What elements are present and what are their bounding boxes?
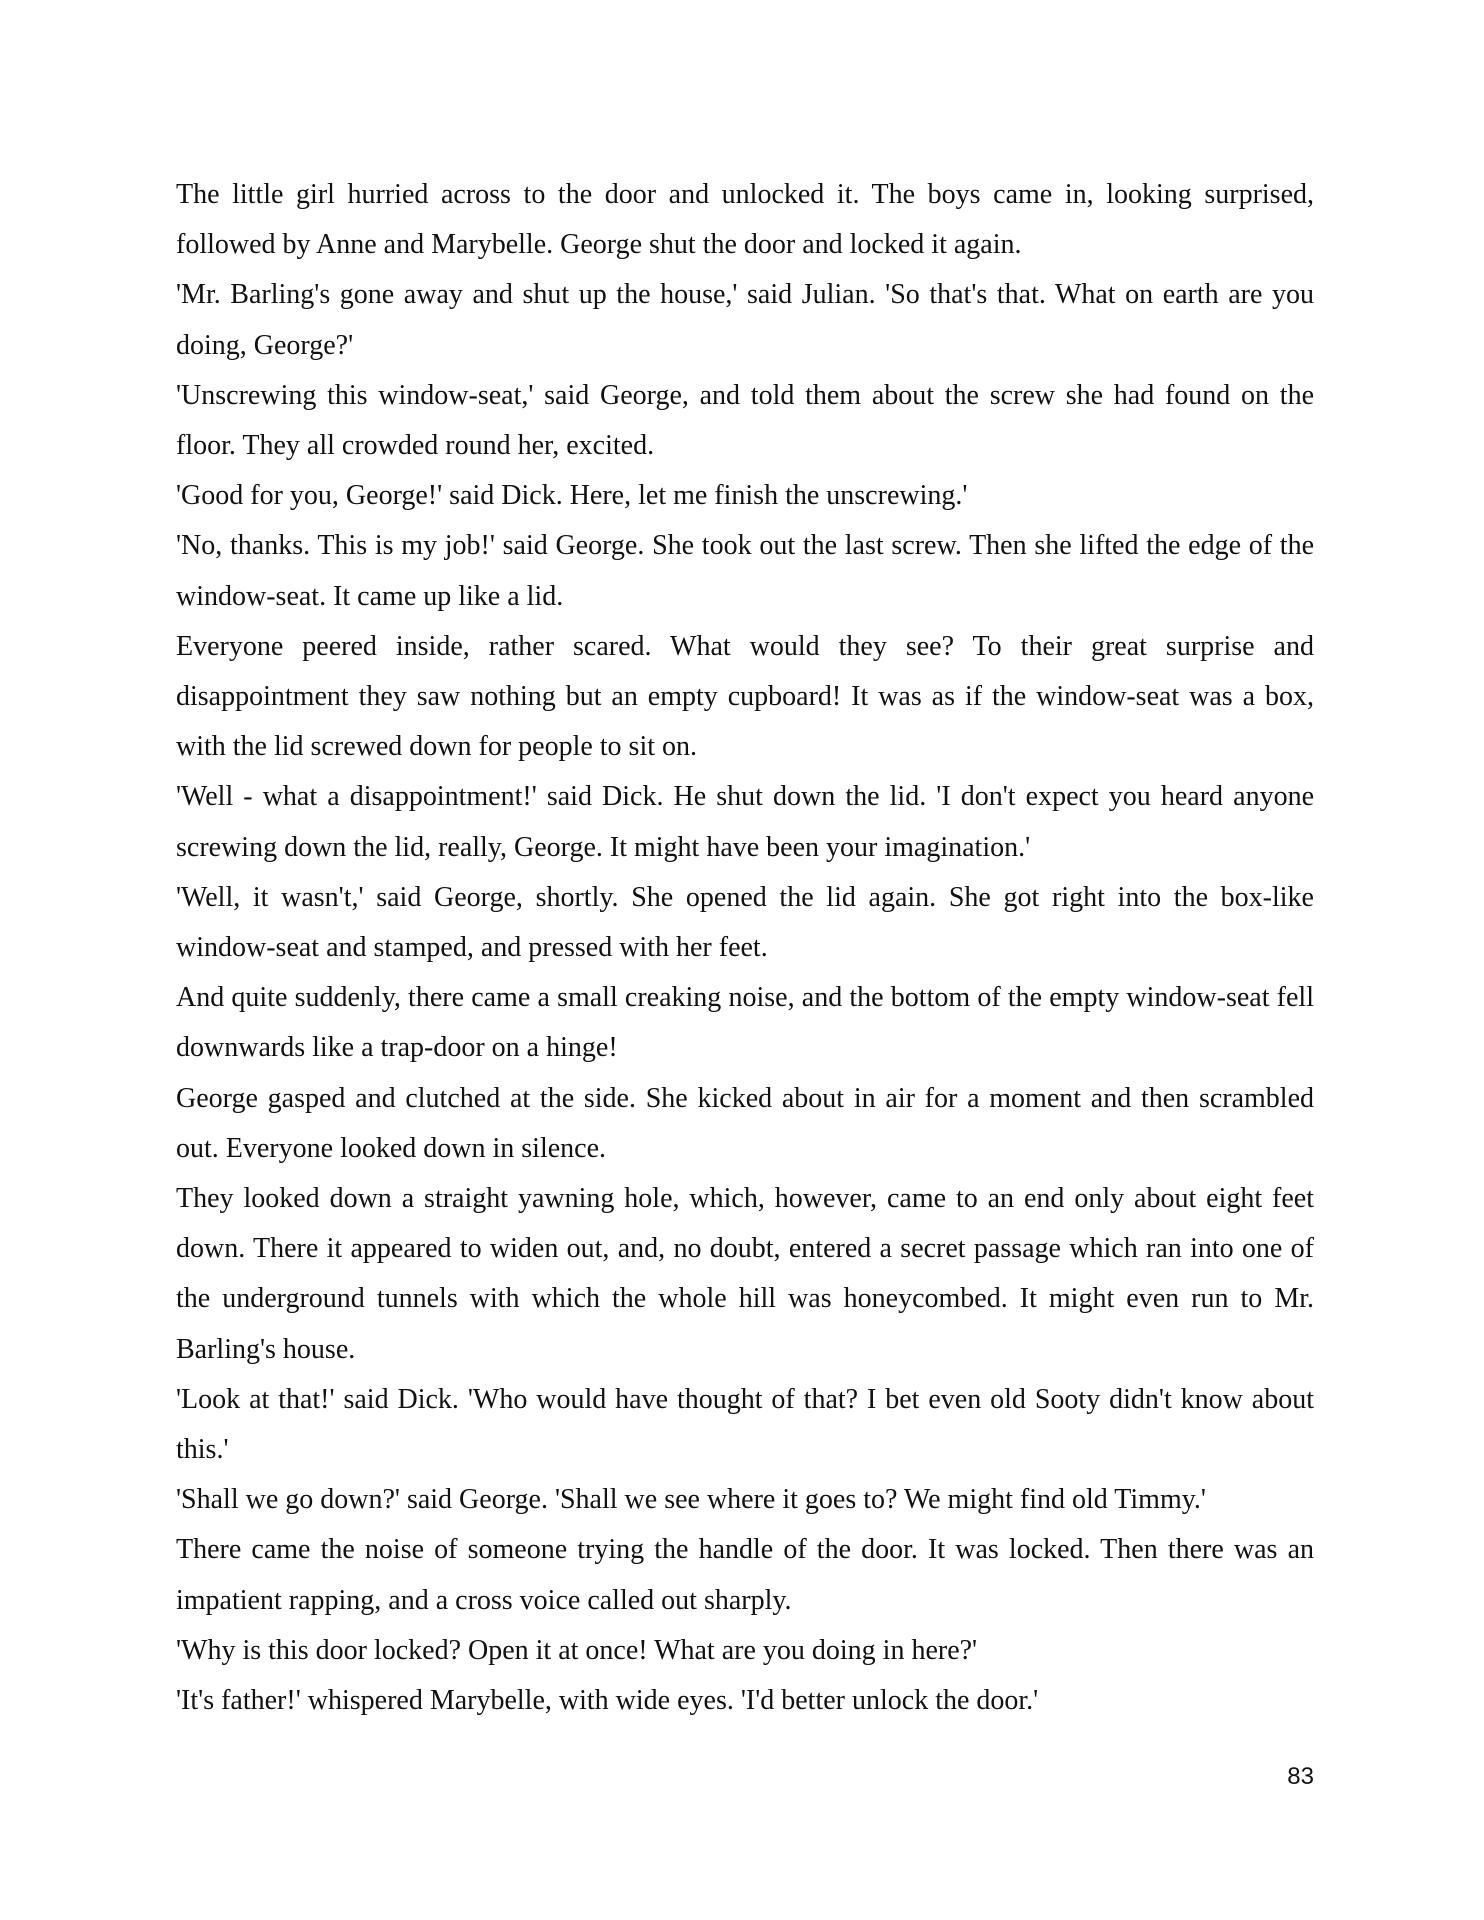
paragraph: 'Shall we go down?' said George. 'Shall we see where it goes to? We might find old Timmy.' bbox=[176, 1484, 1206, 1516]
page-number: 83 bbox=[1287, 1763, 1314, 1790]
paragraph: Everyone peered inside, rather scared. What would they see? To their great surprise and disappointment they saw nothing but an empty cupboard! It was as if the window-seat was a box, with the lid screwed down for people to sit on. bbox=[176, 630, 1314, 763]
paragraph: 'It's father!' whispered Marybelle, with wide eyes. 'I'd better unlock the door.' bbox=[176, 1685, 1039, 1717]
paragraph: There came the noise of someone trying the handle of the door. It was locked. Then there was an impatient rapping, and a cross voice called out sharply. bbox=[176, 1534, 1314, 1616]
body-text bbox=[176, 170, 1314, 1726]
paragraph: 'Look at that!' said Dick. 'Who would have thought of that? I bet even old Sooty didn't know about this.' bbox=[176, 1383, 1314, 1466]
paragraph: 'No, thanks. This is my job!' said George. She took out the last screw. Then she lifted the edge of the window-seat. It came up like a lid. bbox=[176, 530, 1314, 612]
paragraph: 'Well, it wasn't,' said George, shortly. She opened the lid again. She got right into the box-like window-seat and stamped, and pressed with her feet. bbox=[176, 881, 1314, 964]
paragraph: 'Unscrewing this window-seat,' said George, and told them about the screw she had found on the floor. They all crowded round her, excited. bbox=[176, 379, 1314, 462]
paragraph: And quite suddenly, there came a small creaking noise, and the bottom of the empty window-seat fell downwards like a trap-door on a hinge! bbox=[176, 982, 1314, 1064]
paragraph: 'Why is this door locked? Open it at once! What are you doing in here?' bbox=[176, 1634, 978, 1666]
paragraph: They looked down a straight yawning hole, which, however, came to an end only about eight feet down. There it appeared to widen out, and, no doubt, entered a secret passage which ran into one of the underground tunnels with which the whole hill was honeycombed. It might even run to Mr. Barling's house. bbox=[176, 1183, 1314, 1365]
paragraph: 'Mr. Barling's gone away and shut up the house,' said Julian. 'So that's that. What on earth are you doing, George?' bbox=[176, 279, 1314, 361]
paragraph: 'Good for you, George!' said Dick. Here, let me finish the unscrewing.' bbox=[176, 480, 968, 512]
paragraph: 'Well - what a disappointment!' said Dick. He shut down the lid. 'I don't expect you heard anyone screwing down the lid, really, George. It might have been your imagination.' bbox=[176, 781, 1314, 863]
paragraph: The little girl hurried across to the door and unlocked it. The boys came in, looking surprised, followed by Anne and Marybelle. George shut the door and locked it again. bbox=[176, 179, 1314, 261]
paragraph: George gasped and clutched at the side. She kicked about in air for a moment and then scrambled out. Everyone looked down in silence. bbox=[176, 1082, 1314, 1164]
